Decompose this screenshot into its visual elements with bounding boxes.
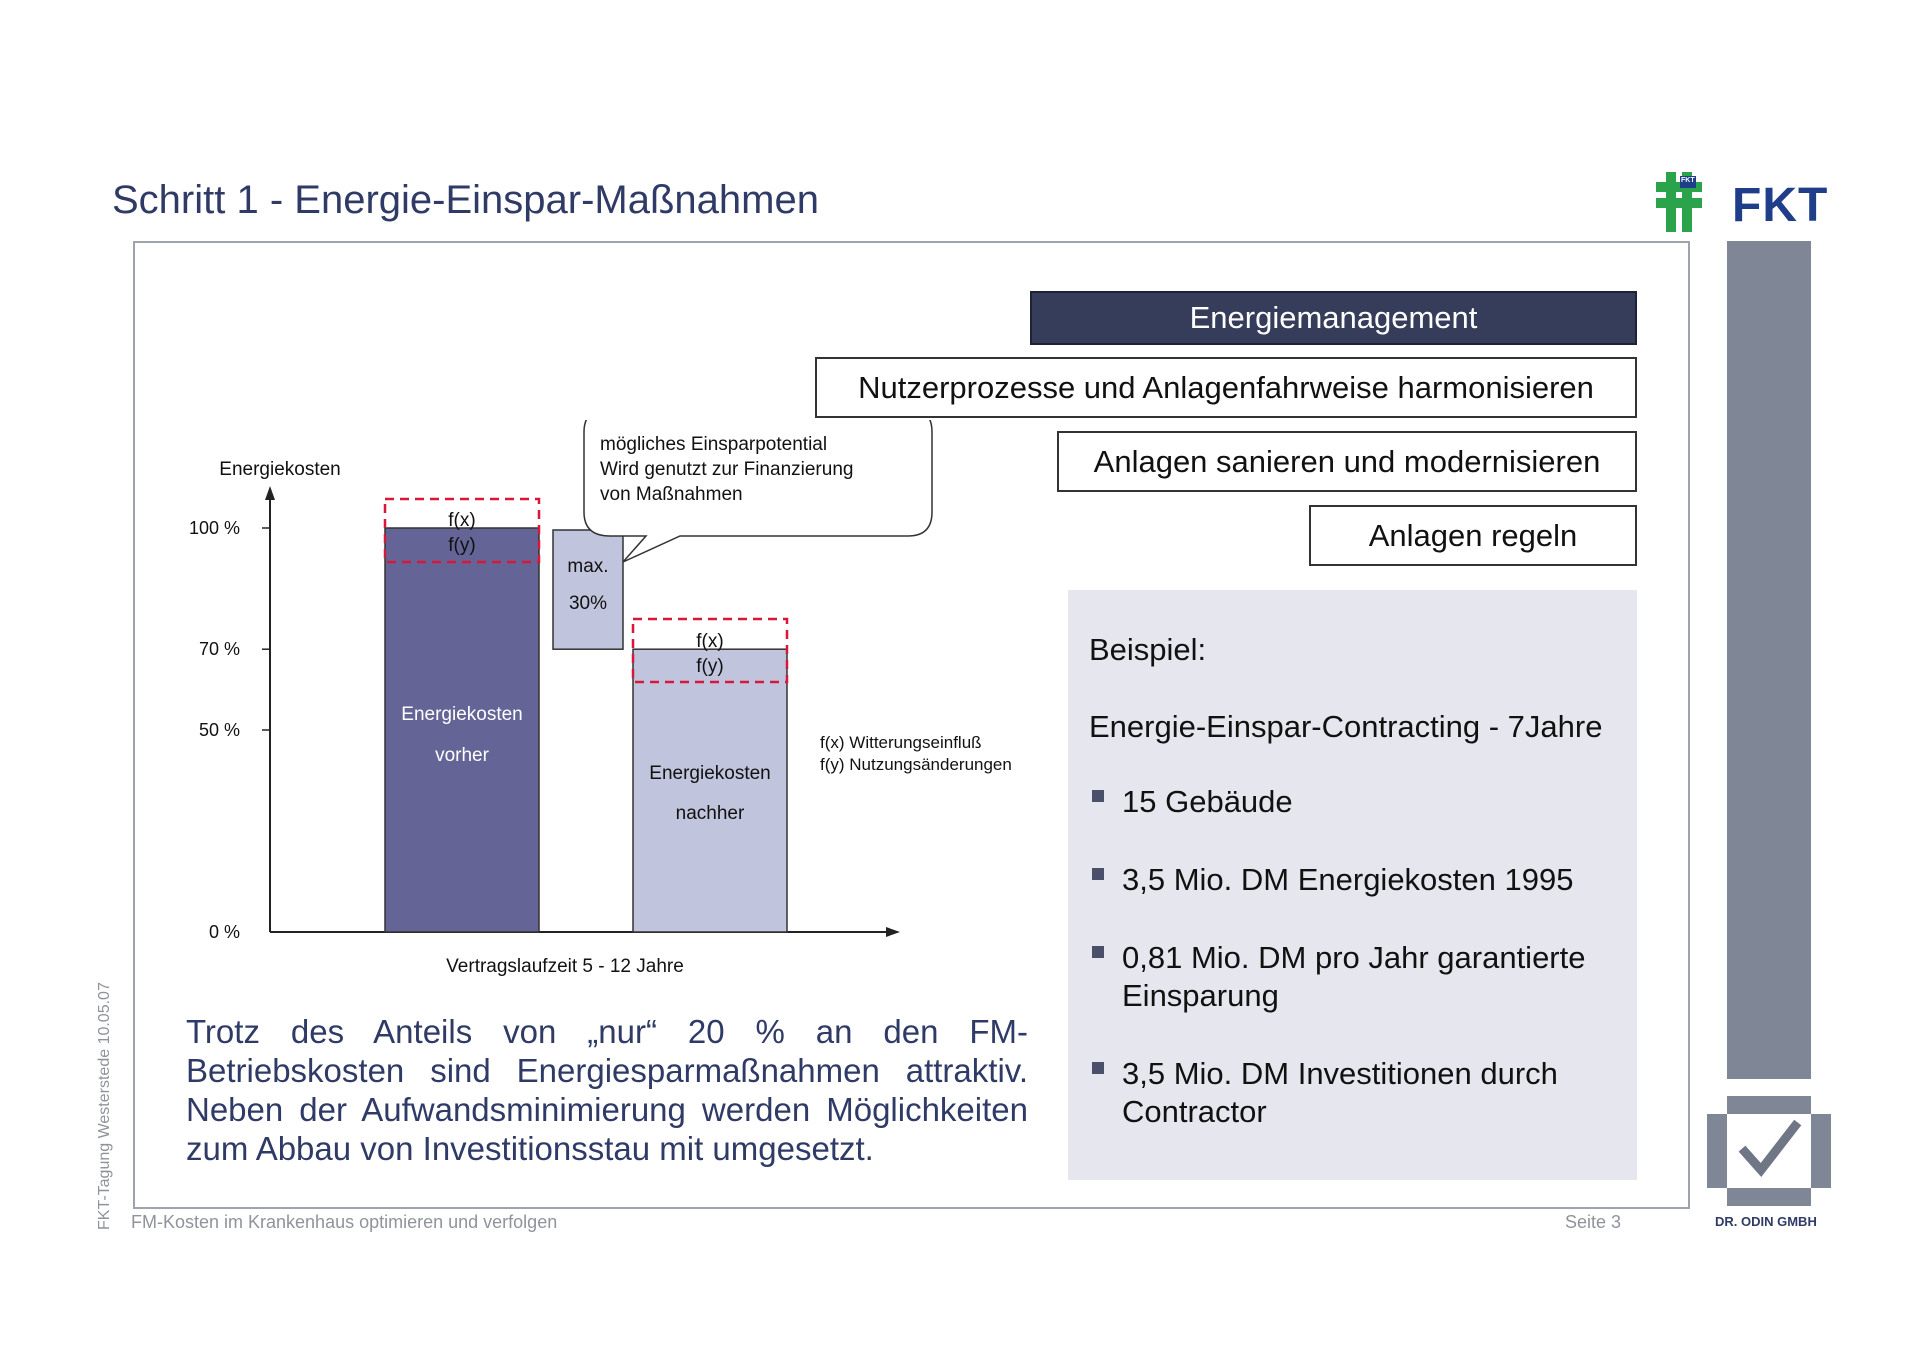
x-axis-arrow-icon	[886, 927, 900, 937]
side-bar	[1727, 241, 1811, 1079]
bullet-square-icon	[1092, 790, 1104, 802]
example-bullet: 3,5 Mio. DM Energiekosten 1995	[1122, 862, 1574, 897]
y-axis-label: Energiekosten	[219, 459, 341, 480]
fx-label: f(x)	[448, 510, 476, 531]
footer-title: FM-Kosten im Krankenhaus optimieren und verfolgen	[131, 1212, 558, 1232]
bullet-square-icon	[1092, 1062, 1104, 1074]
example-heading: Beispiel:	[1089, 632, 1207, 667]
step-harmonisieren	[815, 357, 1637, 418]
y-axis-arrow-icon	[265, 486, 275, 500]
callout-text: Wird genutzt zur Finanzierung	[600, 459, 854, 480]
step-label: Anlagen sanieren und modernisieren	[1093, 443, 1601, 479]
example-bullet-continued: Contractor	[1122, 1094, 1267, 1129]
logo-text: FKT	[1732, 179, 1829, 232]
fx-label: f(x)	[696, 631, 724, 652]
example-bullet: 0,81 Mio. DM pro Jahr garantierte	[1122, 940, 1586, 975]
fy-label: f(y)	[696, 656, 724, 677]
summary-paragraph: Trotz des Anteils von „nur“ 20 % an den FM-Betriebskosten sind Energiesparmaßnahmen attraktiv. Neben der Aufwandsminimierung werden Möglichkeiten zum Abbau von Investitionsstau mit umgesetzt.	[186, 1013, 1028, 1167]
logo-badge: FKT	[1681, 177, 1695, 184]
y-tick-label: 100 %	[188, 518, 240, 538]
step-sanieren	[1057, 431, 1637, 492]
energy-cost-chart	[160, 420, 1040, 990]
bullet-square-icon	[1092, 868, 1104, 880]
step-energiemanagement	[1030, 291, 1637, 345]
page-title: Schritt 1 - Energie-Einspar-Maßnahmen	[112, 178, 819, 222]
y-tick-label: 0 %	[208, 922, 240, 942]
bar-label: nachher	[675, 803, 745, 824]
legend-text: f(x) Witterungseinfluß	[820, 733, 982, 752]
example-bullet: 3,5 Mio. DM Investitionen durch	[1122, 1056, 1558, 1091]
company-logo	[1707, 1096, 1831, 1206]
example-bullet: 15 Gebäude	[1122, 784, 1293, 819]
bar-label: Energiekosten	[649, 763, 771, 784]
example-subheading: Energie-Einspar-Contracting - 7Jahre	[1089, 709, 1603, 744]
fy-label: f(y)	[448, 535, 476, 556]
fkt-logo	[1636, 168, 1836, 238]
savings-label: max.	[567, 556, 609, 577]
bullet-square-icon	[1092, 946, 1104, 958]
step-label: Nutzerprozesse und Anlagenfahrweise harmonisieren	[858, 369, 1594, 405]
step-label: Anlagen regeln	[1368, 517, 1578, 553]
bar-label: Energiekosten	[401, 704, 523, 725]
page-number: Seite 3	[1565, 1212, 1622, 1232]
bar-vorher	[385, 528, 539, 932]
example-panel	[1068, 590, 1637, 1180]
callout-text: von Maßnahmen	[600, 484, 743, 505]
callout-text: mögliches Einsparpotential	[600, 434, 828, 455]
savings-label: 30%	[568, 593, 608, 614]
company-name: DR. ODIN GMBH	[1715, 1214, 1817, 1229]
event-vertical-label: FKT-Tagung Westerstede 10.05.07	[96, 982, 113, 1230]
step-label: Energiemanagement	[1189, 300, 1478, 335]
checkmark-logo-icon	[1707, 1096, 1831, 1206]
step-regeln	[1309, 505, 1637, 566]
bar-nachher	[633, 649, 787, 932]
legend-text: f(y) Nutzungsänderungen	[820, 755, 1012, 774]
y-tick-label: 70 %	[198, 639, 240, 660]
example-bullet-continued: Einsparung	[1122, 978, 1279, 1013]
x-axis-label: Vertragslaufzeit 5 - 12 Jahre	[446, 956, 684, 977]
bar-label: vorher	[435, 745, 489, 766]
bar-savings	[553, 530, 623, 649]
y-tick-label: 50 %	[198, 720, 240, 740]
